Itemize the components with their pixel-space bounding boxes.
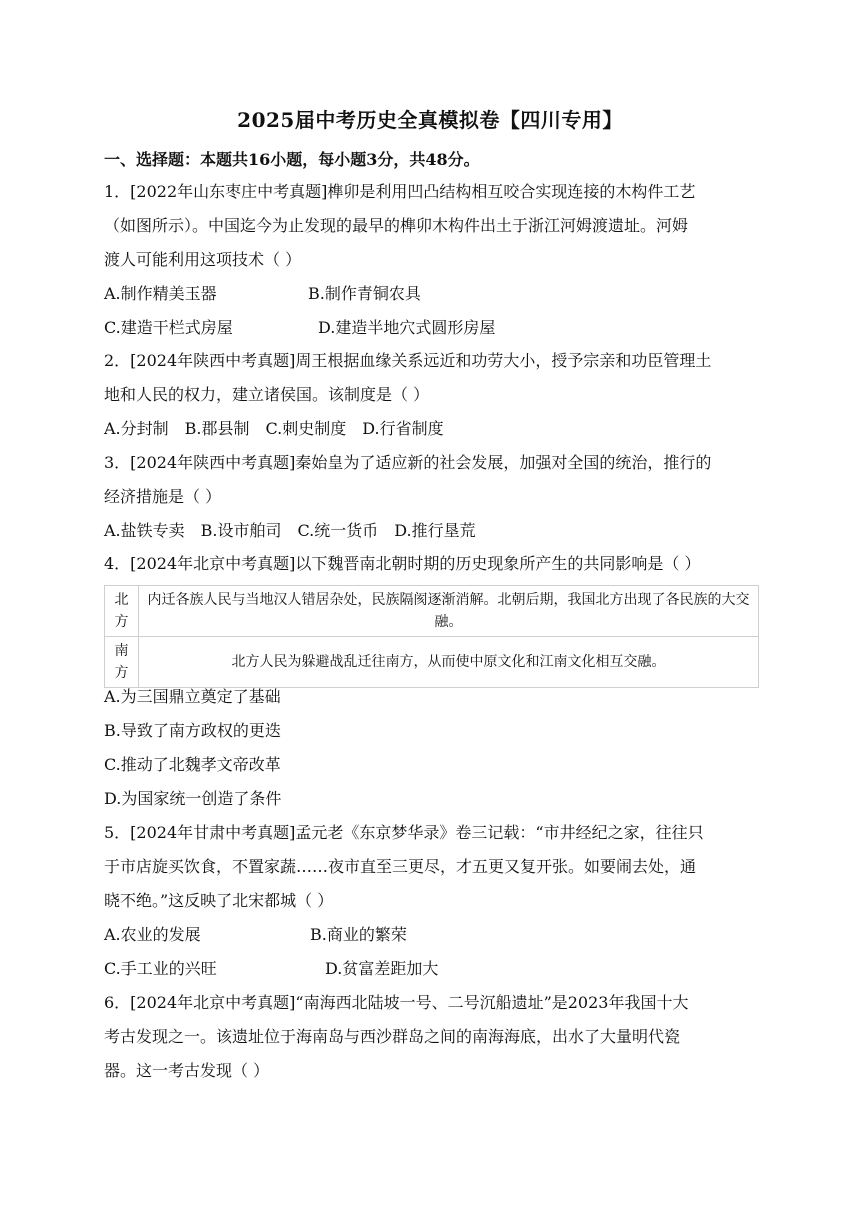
q4-option-a[interactable]: A.为三国鼎立奠定了基础 <box>104 687 281 706</box>
q5-option-a[interactable]: A.农业的发展 <box>104 925 201 944</box>
q4-option-b[interactable]: B.导致了南方政权的更迭 <box>104 721 281 740</box>
q1-option-c[interactable]: C.建造干栏式房屋 <box>104 318 233 337</box>
q3-line-1: 3．[2024年陕西中考真题]秦始皇为了适应新的社会发展，加强对全国的统治，推行的 <box>104 453 712 472</box>
table-label-north: 北方 <box>105 586 139 637</box>
table-text-north: 内迁各族人民与当地汉人错居杂处，民族隔阂逐渐消解。北朝后期，我国北方出现了各民族的大交融。 <box>139 586 759 637</box>
table-row <box>105 637 759 688</box>
q2-line-2: 地和人民的权力，建立诸侯国。该制度是（ ） <box>104 385 430 404</box>
q5-option-b[interactable]: B.商业的繁荣 <box>310 925 407 944</box>
q6-line-3: 器。这一考古发现（ ） <box>104 1061 270 1080</box>
q6-line-1: 6．[2024年北京中考真题]“南海西北陆坡一号、二号沉船遗址”是2023年我国十大 <box>104 993 689 1012</box>
table-label-south: 南方 <box>105 637 139 688</box>
page-title: 2025届中考历史全真模拟卷【四川专用】 <box>237 108 623 132</box>
q1-option-d[interactable]: D.建造半地穴式圆形房屋 <box>318 318 496 337</box>
q5-line-3: 晓不绝。”这反映了北宋都城（ ） <box>104 891 334 910</box>
q4-option-c[interactable]: C.推动了北魏孝文帝改革 <box>104 755 281 774</box>
q4-option-d[interactable]: D.为国家统一创造了条件 <box>104 789 282 808</box>
q2-line-1: 2．[2024年陕西中考真题]周王根据血缘关系远近和功劳大小，授予宗亲和功臣管理土 <box>104 351 712 370</box>
q5-option-d[interactable]: D.贫富差距加大 <box>325 959 439 978</box>
section-heading: 一、选择题：本题共16小题，每小题3分，共48分。 <box>104 150 480 169</box>
q4-stem: 4．[2024年北京中考真题]以下魏晋南北朝时期的历史现象所产生的共同影响是（ ） <box>104 554 701 573</box>
q2-options[interactable]: A.分封制 B.郡县制 C.刺史制度 D.行省制度 <box>104 419 444 438</box>
q1-line-1: 1．[2022年山东枣庄中考真题]榫卯是利用凹凸结构相互咬合实现连接的木构件工艺 <box>104 182 696 201</box>
table-row <box>105 586 759 637</box>
q3-options[interactable]: A.盐铁专卖 B.设市舶司 C.统一货币 D.推行垦荒 <box>104 521 476 540</box>
q6-line-2: 考古发现之一。该遗址位于海南岛与西沙群岛之间的南海海底，出水了大量明代瓷 <box>104 1027 681 1046</box>
q4-table <box>104 585 759 688</box>
q5-line-2: 于市店旋买饮食，不置家蔬……夜市直至三更尽，才五更又复开张。如要闹去处，通 <box>104 857 697 876</box>
q5-option-c[interactable]: C.手工业的兴旺 <box>104 959 217 978</box>
q1-option-a[interactable]: A.制作精美玉器 <box>104 284 217 303</box>
q5-line-1: 5．[2024年甘肃中考真题]孟元老《东京梦华录》卷三记载：“市井经纪之家，往往只 <box>104 823 704 842</box>
q1-line-3: 渡人可能利用这项技术（ ） <box>104 250 302 269</box>
table-text-south: 北方人民为躲避战乱迁往南方，从而使中原文化和江南文化相互交融。 <box>139 637 759 688</box>
q1-line-2: （如图所示）。中国迄今为止发现的最早的榫卯木构件出土于浙江河姆渡遗址。河姆 <box>104 216 689 235</box>
q1-option-b[interactable]: B.制作青铜农具 <box>308 284 421 303</box>
q3-line-2: 经济措施是（ ） <box>104 487 222 506</box>
